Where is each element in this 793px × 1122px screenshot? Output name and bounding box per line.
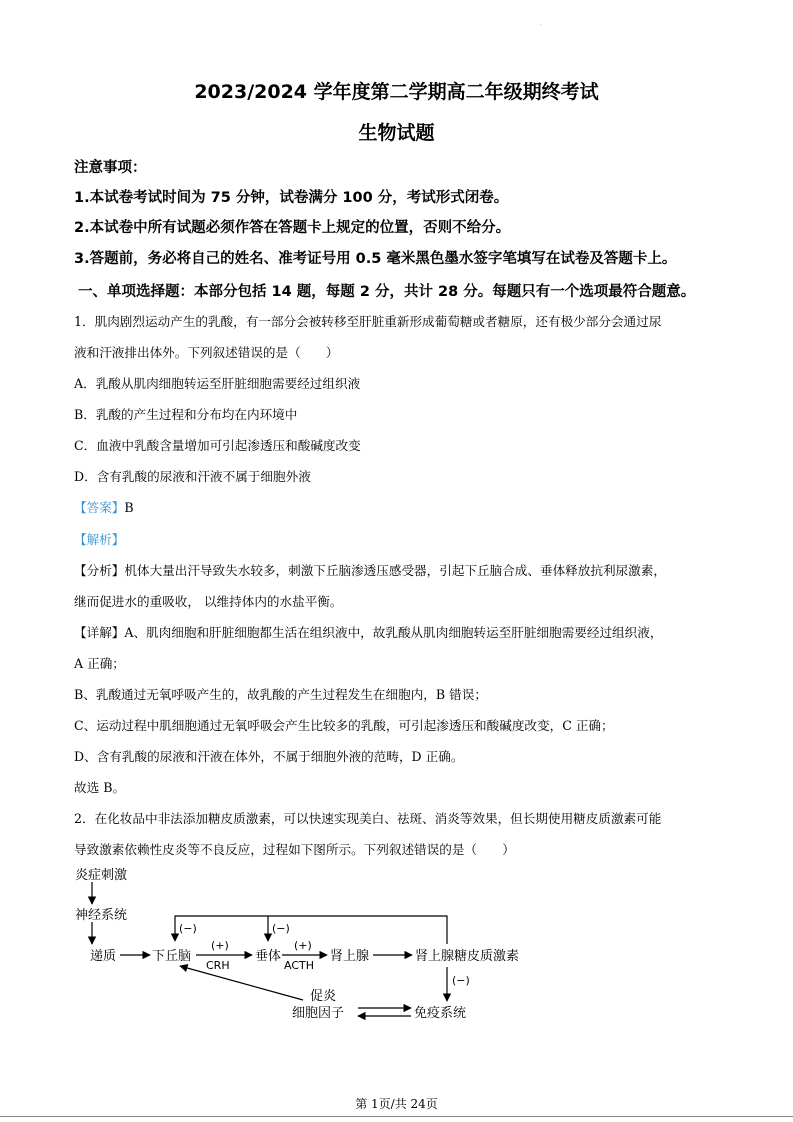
notice-heading: 注意事项：	[74, 160, 147, 176]
analysis-tag: 【解析】	[74, 532, 125, 547]
answer-value: B	[124, 500, 134, 515]
xiangjie-tag: 【详解】	[74, 625, 125, 640]
node-pituitary: 垂体	[255, 949, 282, 964]
label-plus-acth: (+)	[294, 939, 312, 952]
node-inflammation: 炎症刺激	[75, 868, 128, 883]
node-glucocorticoid: 肾上腺糖皮质激素	[415, 949, 520, 964]
notice-item: 3.答题前，务必将自己的姓名、准考证号用 0.5 毫米黑色墨水签字笔填写在试卷及答题卡上。	[74, 251, 677, 267]
q1-option: C．血液中乳酸含量增加可引起渗透压和酸碱度改变	[74, 438, 361, 453]
section-heading: 一、单项选择题：本部分包括 14 题，每题 2 分，共计 28 分。每题只有一个选项最符合题意。	[78, 284, 696, 300]
exam-title: 2023/2024 学年度第二学期高二年级期终考试	[194, 81, 599, 103]
hpa-axis-diagram	[0, 860, 793, 1030]
label-minus-hypothalamus: (−)	[179, 922, 197, 935]
q1-detail-b: B、乳酸通过无氧呼吸产生的，故乳酸的产生过程发生在细胞内，B 错误；	[74, 687, 487, 702]
node-cytokine-line2: 细胞因子	[292, 1006, 345, 1021]
node-hypothalamus: 下丘脑	[152, 949, 192, 964]
label-plus-crh: (+)	[211, 939, 229, 952]
footer-rule	[0, 1116, 793, 1117]
q1-detail-c: C、运动过程中肌细胞通过无氧呼吸会产生比较多的乳酸，可引起渗透压和酸碱度改变，C 正确；	[74, 718, 614, 733]
label-minus-pituitary: (−)	[272, 922, 290, 935]
q1-fenxi	[74, 560, 666, 579]
fenxi-text: 机体大量出汗导致失水较多，刺激下丘脑渗透压感受器，引起下丘脑合成、垂体释放抗利尿激素，	[124, 563, 666, 578]
label-acth: ACTH	[284, 959, 315, 972]
xiangjie-text: A、肌肉细胞和肝脏细胞都生活在组织液中，故乳酸从肌肉细胞转运至肝脏细胞需要经过组织液，	[124, 625, 663, 640]
node-immune-system: 免疫系统	[414, 1006, 467, 1021]
q2-stem: 2．在化妆品中非法添加糖皮质激素，可以快速实现美白、祛斑、消炎等效果，但长期使用糖皮质激素可能	[74, 811, 662, 826]
answer-tag: 【答案】	[74, 500, 125, 515]
q1-conclusion: 故选 B。	[74, 780, 126, 795]
scan-mark: ·	[540, 22, 542, 29]
q1-option: B．乳酸的产生过程和分布均在内环境中	[74, 407, 298, 422]
page-number: 第 1页/共 24页	[355, 1097, 438, 1111]
notice-item: 1.本试卷考试时间为 75 分钟，试卷满分 100 分，考试形式闭卷。	[74, 190, 509, 206]
subject-title: 生物试题	[358, 122, 435, 144]
node-cytokine-line1: 促炎	[310, 989, 337, 1004]
q1-stem: 液和汗液排出体外。下列叙述错误的是（ ）	[74, 345, 339, 360]
q2-stem: 导致激素依赖性皮炎等不良反应，过程如下图所示。下列叙述错误的是（ ）	[74, 842, 515, 857]
q1-fenxi-cont: 继而促进水的重吸收， 以维持体内的水盐平衡。	[74, 594, 343, 609]
q1-option: D．含有乳酸的尿液和汗液不属于细胞外液	[74, 469, 311, 484]
node-nervous-system: 神经系统	[75, 908, 128, 923]
node-transmitter: 递质	[90, 949, 117, 964]
q1-option: A．乳酸从肌肉细胞转运至肝脏细胞需要经过组织液	[74, 376, 361, 391]
q1-answer	[74, 497, 134, 516]
node-adrenal: 肾上腺	[330, 949, 370, 964]
q1-xiangjie	[74, 622, 662, 641]
q1-stem: 1．肌肉剧烈运动产生的乳酸，有一部分会被转移至肝脏重新形成葡萄糖或者糖原，还有极少部分会通过尿	[74, 314, 662, 329]
label-crh: CRH	[206, 959, 230, 972]
notice-item: 2.本试卷中所有试题必须作答在答题卡上规定的位置，否则不给分。	[74, 220, 511, 236]
q1-detail-d: D、含有乳酸的尿液和汗液在体外，不属于细胞外液的范畴，D 正确。	[74, 749, 464, 764]
label-minus-immune: (−)	[452, 974, 470, 987]
q1-xiangjie-cont: A 正确；	[74, 656, 125, 671]
fenxi-tag: 【分析】	[74, 563, 125, 578]
